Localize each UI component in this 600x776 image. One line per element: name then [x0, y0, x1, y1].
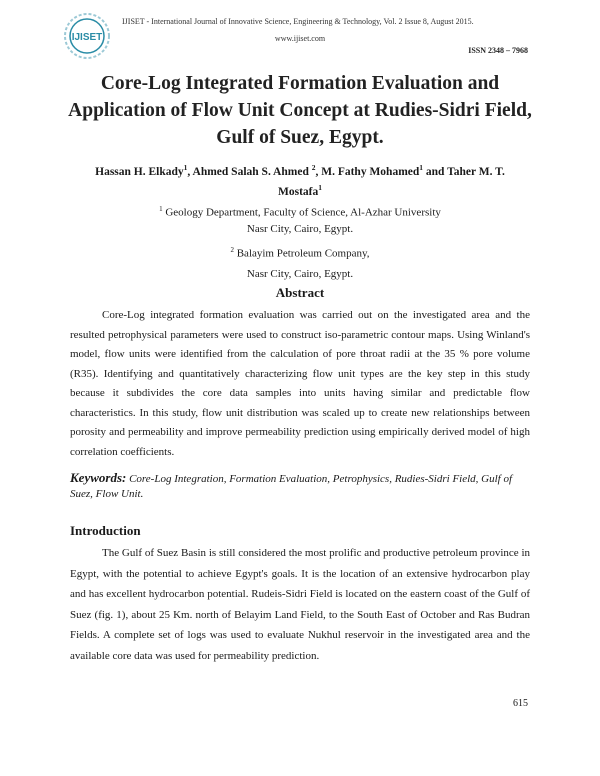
affiliation-line: Nasr City, Cairo, Egypt.	[246, 222, 354, 235]
introduction-text: The Gulf of Suez Basin is still considered the most prolific and productive petroleum province in Egypt, with the potential to achieve Egypt's goals. It is the location of an extensive hydrocarbon play and has excellent hydrocarbon potential. Rudeis-Sidri Field is located on the eastern coast of the Gulf of Suez (fig. 1), about 25 Km. north of Belayim Land Field, to the South East of October and Ras Budran Fields. A complete set of logs was used to evaluate Nukhul reservoir in the investigated area and the available core data was used for permeability prediction.	[70, 547, 530, 662]
affiliation-1	[0, 201, 600, 237]
journal-line: IJISET - International Journal of Innovative Science, Engineering & Technology, Vol. 2 Issue 8, August 2015.	[122, 17, 474, 26]
affiliation-line: Nasr City, Cairo, Egypt.	[246, 267, 354, 280]
keywords	[70, 470, 530, 502]
author-name: M. Fathy Mohamed	[321, 165, 420, 178]
author-sup: 1	[318, 182, 322, 192]
author-sup: 1	[183, 163, 188, 172]
author-separator: ,	[187, 165, 193, 178]
author-list	[80, 160, 520, 200]
keywords-label: Keywords:	[70, 470, 127, 485]
affiliation-sup: 1	[159, 205, 163, 213]
author-separator: and	[423, 165, 448, 178]
author-name: Taher M. T. Mostafa	[278, 165, 505, 198]
introduction-heading: Introduction	[70, 523, 141, 538]
author-name: Hassan H. Elkady	[95, 165, 184, 178]
author-sup: 1	[419, 163, 424, 172]
author-separator: ,	[315, 165, 322, 178]
affiliation-line: Geology Department, Faculty of Science, Al-Azhar University	[162, 206, 441, 219]
paper-title: Core-Log Integrated Formation Evaluation and Application of Flow Unit Concept at Rudies-Sidri Field, Gulf of Suez, Egypt.	[68, 73, 532, 148]
logo-text: IJISET	[71, 32, 103, 43]
affiliation-2	[0, 242, 600, 282]
abstract-heading: Abstract	[275, 285, 325, 300]
issn: ISSN 2348 – 7968	[468, 46, 528, 55]
affiliation-sup: 2	[230, 246, 234, 254]
affiliation-line: Balayim Petroleum Company,	[233, 247, 370, 260]
author-sup: 2	[311, 163, 316, 172]
page-number: 615	[513, 698, 528, 709]
keywords-text: Core-Log Integration, Formation Evaluation, Petrophysics, Rudies-Sidri Field, Gulf of Suez, Flow Unit.	[70, 473, 513, 500]
journal-website[interactable]: www.ijiset.com	[274, 34, 326, 43]
abstract-text: Core-Log integrated formation evaluation was carried out on the investigated area and the resulted petrophysical parameters were used to construct iso-parametric contour maps. Using Winland's model, flow units were identified from the calculation of pore throat radii at the 35 % pore volume (R35). Identifying and quantitatively characterizing flow unit types are the key step in this study because it subdivides the core data samples into units having similar and predictable flow characteristics. In this study, flow unit distribution was scaled up to create new relationships between porosity and permeability and improve permeability prediction using empirically derived model of high correlation coefficients.	[70, 309, 530, 458]
author-name: Ahmed Salah S. Ahmed	[192, 165, 309, 178]
